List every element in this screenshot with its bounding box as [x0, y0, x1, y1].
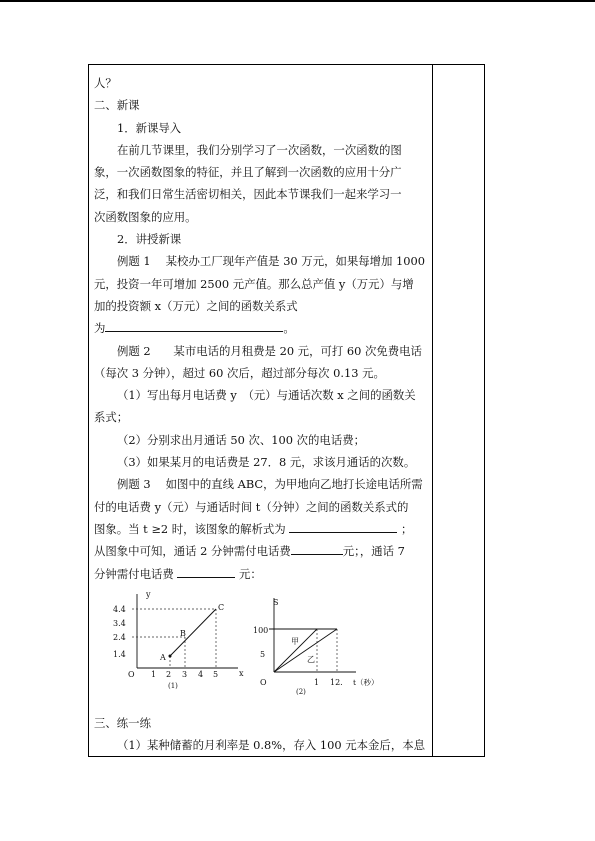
text-fragment: 元；，通话 7 [342, 544, 405, 559]
fig1-xtick: 3 [182, 670, 188, 679]
example-3-figures [108, 588, 408, 702]
fig1-xtick: 5 [213, 670, 219, 679]
figure-1 [113, 590, 244, 690]
fig2-label-yi: 乙 [307, 655, 315, 664]
question-3: （3）如果某月的电话费是 27．8 元，求该月通话的次数。 [117, 455, 416, 470]
fig1-ytick: 4.4 [113, 605, 126, 614]
fig2-ytick: 100 [253, 626, 269, 635]
fig2-line-yi [274, 629, 337, 672]
text-line: 泛，和我们日常生活密切相关，因此本节课我们一起来学习一 [94, 187, 402, 202]
text-line [94, 563, 430, 585]
text-line: 元，投资一年可增加 2500 元产值。那么总产值 y（万元）与增 [94, 276, 414, 291]
fig1-point-a [169, 655, 172, 658]
answer-blank[interactable] [177, 565, 235, 578]
fig1-origin: O [128, 670, 135, 679]
text-fragment: 分钟需付电话费 [94, 566, 174, 581]
text-fragment: 为 [94, 321, 106, 336]
fig1-xtick: 1 [151, 670, 157, 679]
fig2-line-jia [274, 629, 317, 672]
fig2-xtick: 1 [314, 678, 320, 687]
text-fragment: 图象。当 t ≥2 时，该图象的解析式为 [94, 521, 286, 536]
text-line: 象，一次函数图象的特征，并且了解到一次函数的应用十分广 [94, 165, 402, 180]
figures-svg [108, 588, 408, 702]
answer-blank[interactable] [291, 542, 343, 555]
text-fragment: 。 [283, 321, 295, 336]
fig1-y-label: y [146, 590, 151, 599]
example-3-text: 例题 3 如图中的直线 ABC，为甲地向乙地打长途电话所需 [117, 477, 423, 492]
text-line: 加的投资额 x（万元）之间的函数关系式 [94, 298, 298, 313]
fig1-xtick: 4 [198, 670, 204, 679]
text-line: 人？ [94, 76, 117, 90]
fig2-ytick: 5 [260, 650, 266, 659]
lesson-content [94, 72, 430, 585]
text-line: 次函数图象的应用。 [94, 209, 197, 224]
answer-blank[interactable] [105, 319, 283, 332]
subheading-teaching: 2．讲授新课 [117, 232, 182, 247]
fig1-xtick: 2 [166, 670, 172, 679]
text-line [94, 518, 430, 540]
example-2-text: 例题 2 某市电话的月租费是 20 元，可打 60 次免费电话 [117, 343, 422, 358]
question-2: （2）分别求出月通话 50 次、100 次的电话费； [117, 432, 365, 447]
text-line: 在前几节课里，我们分别学习了一次函数，一次函数的图 [117, 142, 402, 157]
fig1-ytick: 2.4 [113, 633, 126, 642]
fig1-point-a-label: A [160, 653, 166, 662]
practice-section [94, 712, 430, 757]
figure-2 [253, 598, 379, 696]
page-top-rule [0, 0, 595, 2]
fig1-line-abc [170, 609, 216, 656]
fig1-ytick: 3.4 [113, 619, 126, 628]
fig1-x-label: x [239, 669, 244, 678]
text-line [94, 540, 430, 562]
fig1-caption: (1) [168, 682, 178, 690]
section-heading-practice: 三、练一练 [94, 716, 151, 730]
text-line: 系式； [94, 410, 129, 425]
fig1-point-c-label: C [218, 603, 225, 612]
example-1-text: 例题 1 某校办工厂现年产值是 30 万元，如果每增加 1000 [117, 254, 426, 269]
fig1-ytick: 1.4 [113, 650, 126, 659]
subheading-intro: 1．新课导入 [117, 120, 182, 135]
fig2-x-label: t（秒） [353, 678, 379, 687]
text-line: 付的电话费 y（元）与通话时间 t（分钟）之间的函数关系式的 [94, 499, 409, 514]
fig2-y-label: S [273, 598, 279, 607]
text-fragment: 从图象中可知，通话 2 分钟需付电话费 [94, 544, 291, 559]
fig1-point-b-label: B [180, 629, 186, 638]
text-line [94, 317, 430, 339]
section-heading-new-lesson: 二、新课 [94, 98, 140, 113]
question-1: （1）写出每月电话费 y （元）与通话次数 x 之间的函数关 [117, 388, 416, 403]
text-line: （每次 3 分钟），超过 60 次后，超过部分每次 0.13 元。 [94, 365, 385, 380]
fig2-label-jia: 甲 [291, 637, 299, 646]
fig2-origin: O [260, 678, 267, 687]
fig2-caption: (2) [296, 688, 306, 696]
fig2-xtick: 12. [330, 678, 343, 687]
text-fragment: ； [400, 521, 413, 536]
table-column-divider [432, 64, 433, 757]
answer-blank[interactable] [289, 520, 397, 533]
practice-question-1: （1）某种储蓄的月利率是 0.8%，存入 100 元本金后，本息 [117, 738, 425, 753]
text-fragment: 元： [239, 566, 262, 581]
